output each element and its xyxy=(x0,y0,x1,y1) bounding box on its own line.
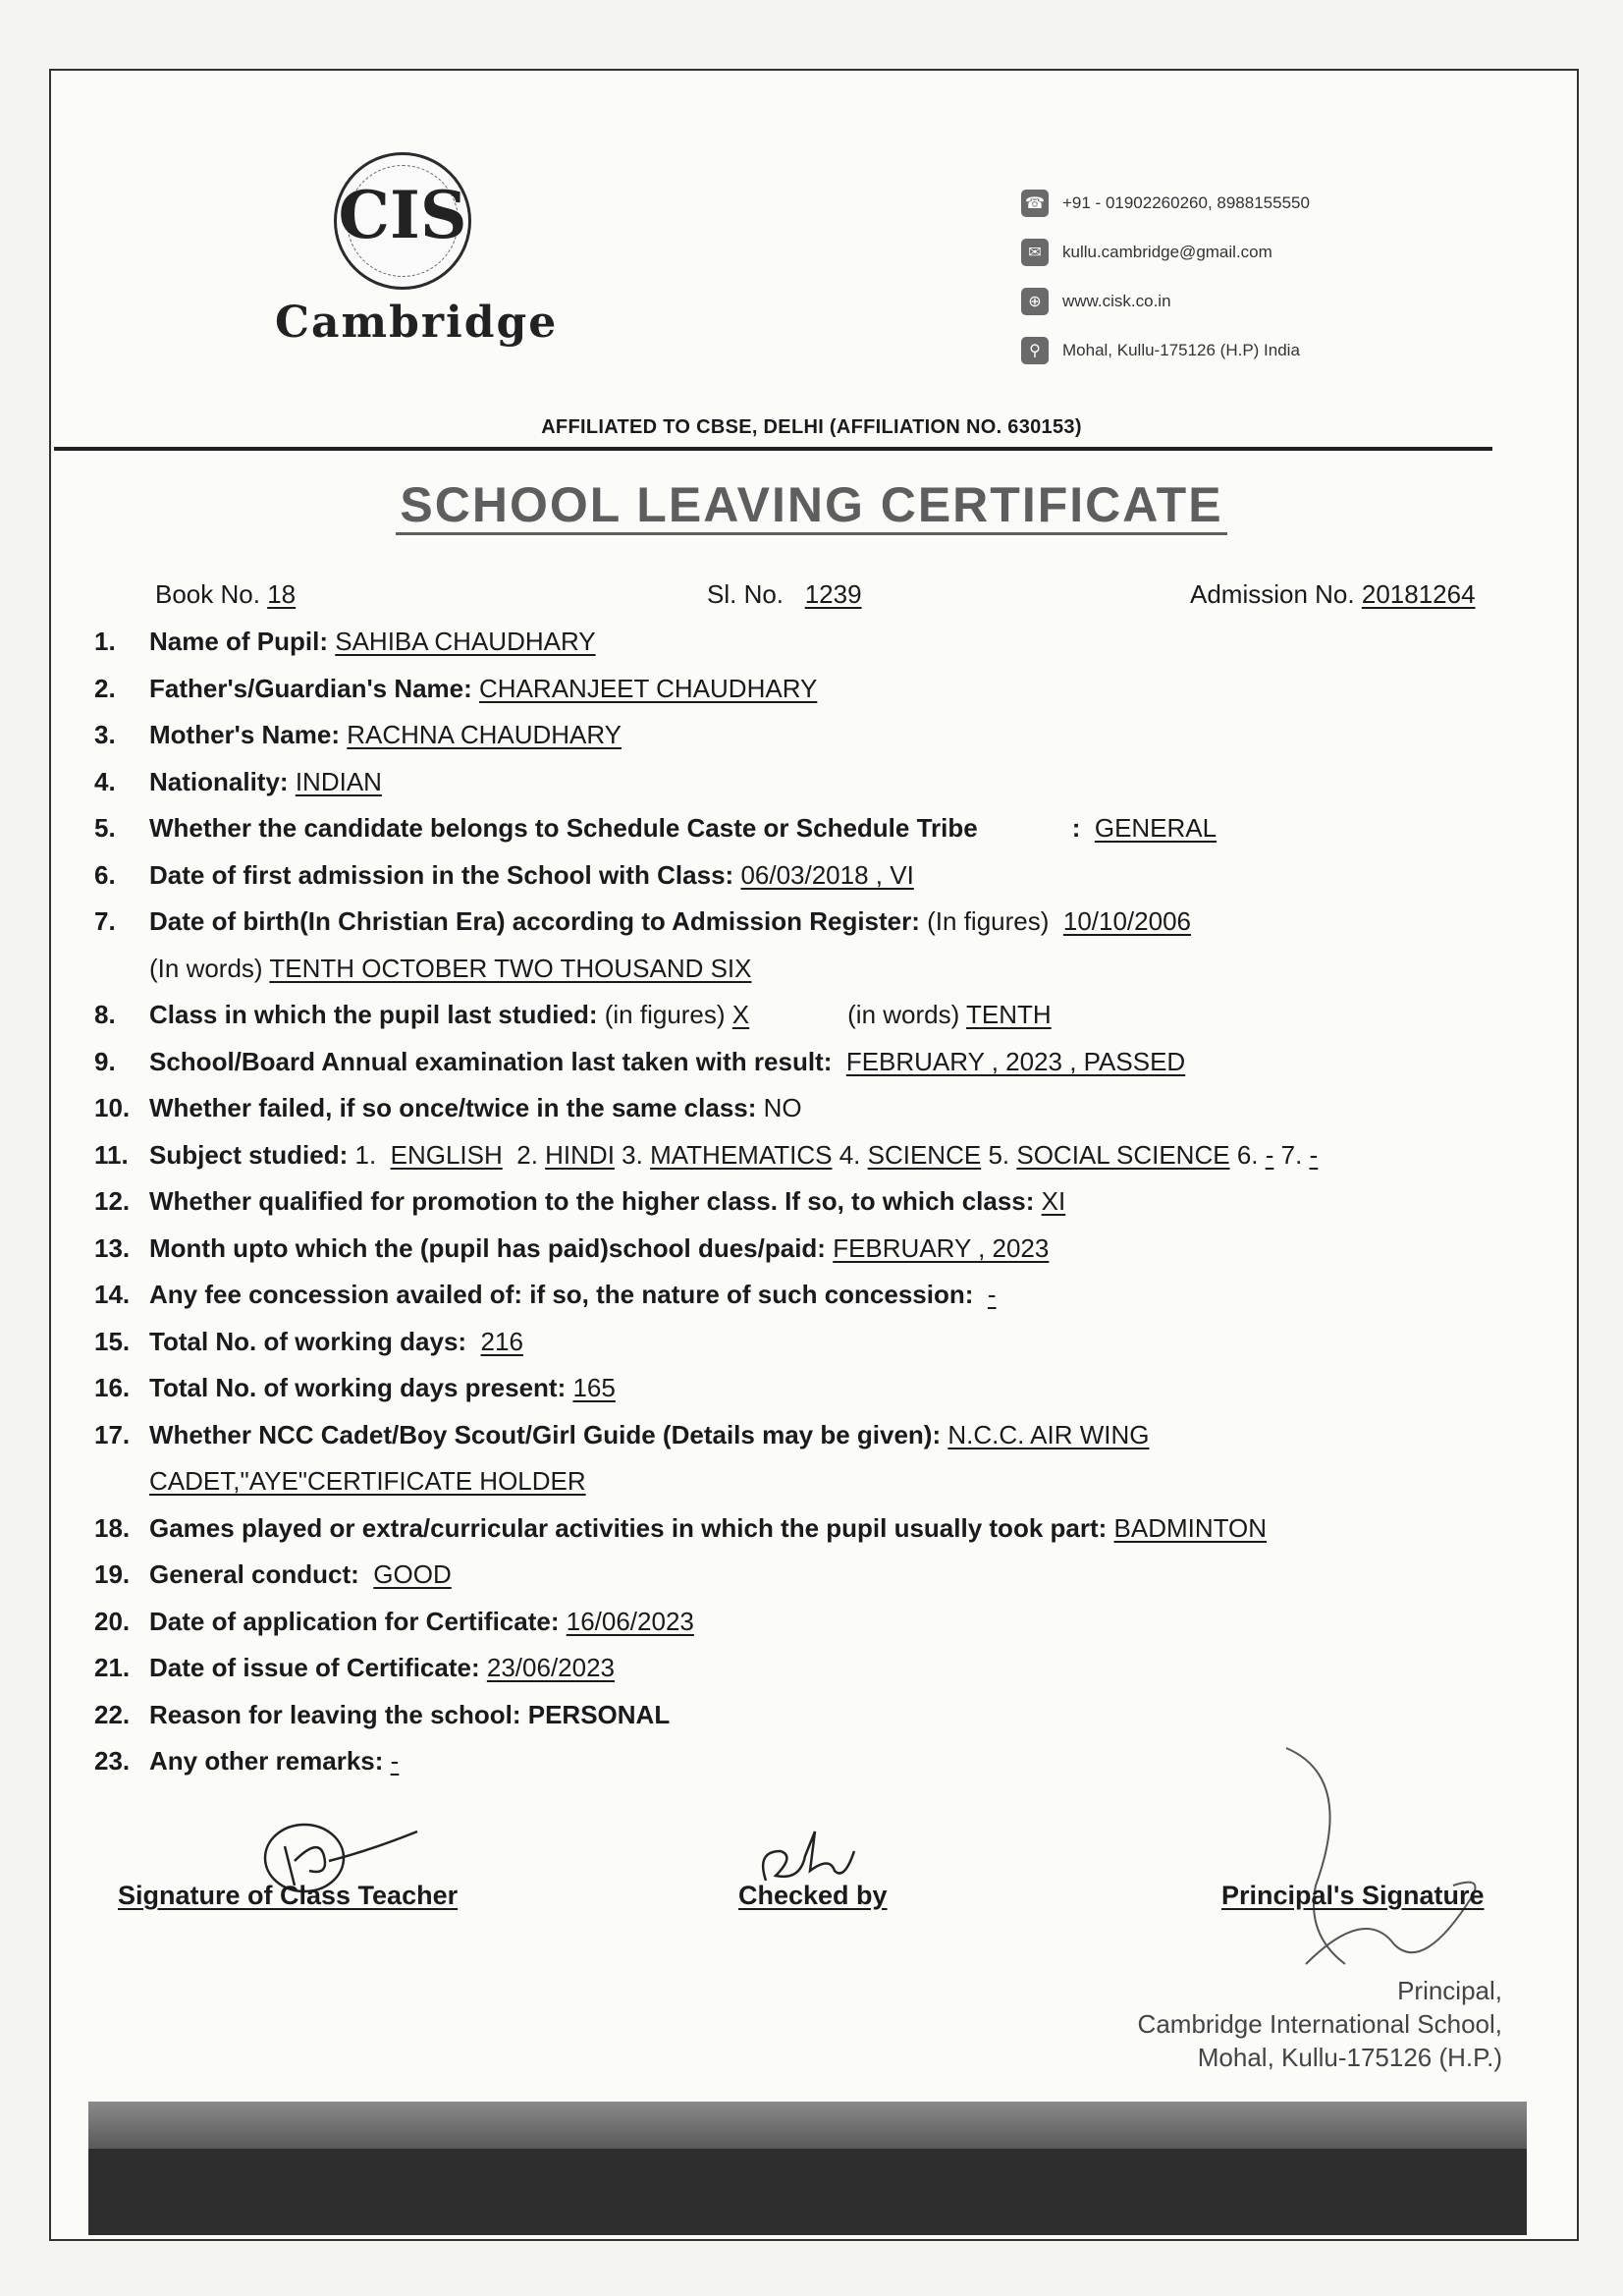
contact-block xyxy=(1021,179,1310,375)
contact-email-text: kullu.cambridge@gmail.com xyxy=(1062,243,1272,261)
principal-stamp xyxy=(1070,1974,1502,2074)
item-days-present: 16. Total No. of working days present: 165 xyxy=(94,1373,616,1402)
promotion-value: XI xyxy=(1041,1186,1066,1216)
dues-value: FEBRUARY , 2023 xyxy=(833,1232,1050,1263)
days-present-value: 165 xyxy=(572,1373,616,1402)
pupil-name: SAHIBA CHAUDHARY xyxy=(335,627,596,656)
document-title xyxy=(0,476,1623,533)
exam-result-value: FEBRUARY , 2023 , PASSED xyxy=(845,1046,1186,1076)
subject-7: - xyxy=(1309,1139,1319,1170)
book-value: 18 xyxy=(267,579,297,609)
phone-icon: ☎ xyxy=(1021,190,1049,217)
item-ncc: 17. Whether NCC Cadet/Boy Scout/Girl Guide (Details may be given): N.C.C. AIR WING CADET,"AYE"CERTIFICATE HOLDER xyxy=(94,1419,1150,1496)
category-value: GENERAL xyxy=(1094,813,1217,843)
checked-by-label: Checked by xyxy=(738,1881,888,1910)
item-exam-result: 9. School/Board Annual examination last taken with result: FEBRUARY , 2023 , PASSED xyxy=(94,1046,1186,1076)
application-date-value: 16/06/2023 xyxy=(566,1606,694,1636)
principal-signature-label: Principal's Signature xyxy=(1221,1881,1485,1910)
contact-website xyxy=(1021,277,1310,326)
item-failed: 10. Whether failed, if so once/twice in the same class: NO xyxy=(94,1093,802,1122)
subject-1: ENGLISH xyxy=(390,1139,503,1170)
item-date-of-birth: 7. Date of birth(In Christian Era) according to Admission Register: (In figures) 10/10/2006 (In words) TENTH OCTOBER TWO THOUSAND SIX xyxy=(94,906,1191,983)
header-divider xyxy=(54,447,1492,451)
stamp-line-2: Cambridge International School, xyxy=(1137,2009,1502,2039)
book-label: Book No. xyxy=(155,579,260,609)
item-promotion: 12. Whether qualified for promotion to the higher class. If so, to which class: XI xyxy=(94,1186,1066,1216)
mother-name: RACHNA CHAUDHARY xyxy=(347,720,622,749)
book-number xyxy=(155,579,296,610)
dob-words: TENTH OCTOBER TWO THOUSAND SIX xyxy=(269,953,752,983)
item-leaving-reason: 22. Reason for leaving the school: PERSONAL xyxy=(94,1699,671,1729)
stamp-line-1: Principal, xyxy=(1397,1976,1502,2005)
globe-icon: ⊕ xyxy=(1021,288,1049,315)
certificate-items xyxy=(94,619,1528,1785)
item-fee-concession: 14. Any fee concession availed of: if so, the nature of such concession: - xyxy=(94,1280,997,1309)
item-working-days: 15. Total No. of working days: 216 xyxy=(94,1326,523,1356)
item-subjects: 11. Subject studied: 1. ENGLISH 2. HINDI 3. MATHEMATICS 4. SCIENCE 5. SOCIAL SCIENCE 6. - 7. - xyxy=(94,1139,1319,1170)
subject-5: SOCIAL SCIENCE xyxy=(1016,1139,1230,1170)
school-logo xyxy=(275,152,559,348)
footer-bar xyxy=(88,2149,1527,2235)
serial-value: 1239 xyxy=(804,579,862,609)
contact-phone-text: +91 - 01902260260, 8988155550 xyxy=(1062,193,1310,212)
concession-value: - xyxy=(987,1280,997,1309)
item-mother-name: 3. Mother's Name: RACHNA CHAUDHARY xyxy=(94,720,622,749)
games-value: BADMINTON xyxy=(1113,1512,1268,1543)
serial-number xyxy=(707,579,862,610)
principal-signature xyxy=(1247,1738,1522,1994)
admission-number xyxy=(1190,579,1476,610)
guardian-name: CHARANJEET CHAUDHARY xyxy=(479,673,818,703)
item-application-date: 20. Date of application for Certificate: 16/06/2023 xyxy=(94,1606,694,1636)
item-name-of-pupil: 1. Name of Pupil: SAHIBA CHAUDHARY xyxy=(94,627,596,656)
leaving-reason-value: PERSONAL xyxy=(527,1699,671,1729)
issue-date-value: 23/06/2023 xyxy=(486,1653,616,1682)
logo-seal xyxy=(334,152,471,290)
admission-value: 20181264 xyxy=(1361,579,1476,609)
failed-value: NO xyxy=(763,1093,802,1122)
item-guardian-name: 2. Father's/Guardian's Name: CHARANJEET CHAUDHARY xyxy=(94,673,818,703)
item-caste-category: 5. Whether the candidate belongs to Schedule Caste or Schedule Tribe : GENERAL xyxy=(94,813,1217,843)
contact-website-text: www.cisk.co.in xyxy=(1062,292,1171,310)
ncc-value: N.C.C. AIR WING xyxy=(947,1419,1150,1449)
contact-phone xyxy=(1021,179,1310,228)
stamp-line-3: Mohal, Kullu-175126 (H.P.) xyxy=(1197,2043,1502,2072)
dob-figures: 10/10/2006 xyxy=(1062,906,1191,936)
ncc-value-line2: CADET,"AYE"CERTIFICATE HOLDER xyxy=(149,1466,586,1496)
item-remarks: 23. Any other remarks: - xyxy=(94,1746,400,1776)
serial-label: Sl. No. xyxy=(707,579,784,609)
subject-2: HINDI xyxy=(545,1139,615,1170)
item-first-admission: 6. Date of first admission in the School with Class: 06/03/2018 , VI xyxy=(94,859,914,890)
contact-address-text: Mohal, Kullu-175126 (H.P) India xyxy=(1062,341,1300,359)
last-class-words: TENTH xyxy=(966,1000,1052,1029)
footer-band xyxy=(88,2102,1527,2149)
class-teacher-signature-label: Signature of Class Teacher xyxy=(118,1881,459,1910)
contact-address xyxy=(1021,326,1310,375)
contact-email xyxy=(1021,228,1310,277)
subject-6: - xyxy=(1265,1139,1274,1170)
email-icon: ✉ xyxy=(1021,239,1049,266)
item-last-class: 8. Class in which the pupil last studied: (in figures) X (in words) TENTH xyxy=(94,1000,1052,1029)
item-conduct: 19. General conduct: GOOD xyxy=(94,1559,452,1589)
nationality-value: INDIAN xyxy=(295,766,382,796)
admission-label: Admission No. xyxy=(1190,579,1355,609)
last-class-figures: X xyxy=(731,1000,750,1029)
remarks-value: - xyxy=(390,1746,400,1776)
item-nationality: 4. Nationality: INDIAN xyxy=(94,766,382,796)
location-icon: ⚲ xyxy=(1021,337,1049,364)
item-dues-paid: 13. Month upto which the (pupil has paid)school dues/paid: FEBRUARY , 2023 xyxy=(94,1232,1050,1263)
conduct-value: GOOD xyxy=(373,1559,452,1589)
document-title-text: SCHOOL LEAVING CERTIFICATE xyxy=(396,477,1226,535)
logo-monogram: CIS xyxy=(338,177,467,253)
item-issue-date: 21. Date of issue of Certificate: 23/06/2023 xyxy=(94,1653,616,1682)
working-days-value: 216 xyxy=(480,1326,523,1356)
logo-wordmark: Cambridge xyxy=(275,298,559,348)
subject-4: SCIENCE xyxy=(867,1139,982,1170)
first-admission-value: 06/03/2018 , VI xyxy=(740,859,914,890)
subject-3: MATHEMATICS xyxy=(650,1139,833,1170)
item-games: 18. Games played or extra/curricular activities in which the pupil usually took part: BADMINTON xyxy=(94,1512,1268,1543)
affiliation-line: AFFILIATED TO CBSE, DELHI (AFFILIATION NO. 630153) xyxy=(541,416,1082,438)
